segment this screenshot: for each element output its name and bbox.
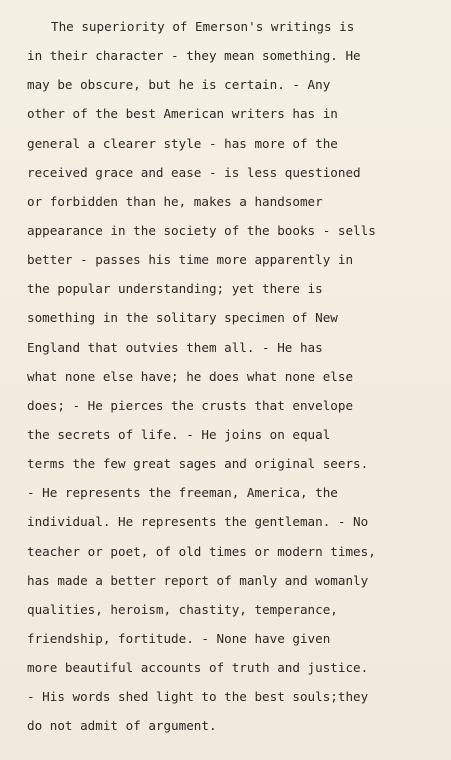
text-line: better - passes his time more apparently in — [27, 252, 354, 268]
text-line: appearance in the society of the books - sells — [27, 222, 376, 238]
text-line: or forbidden than he, makes a handsomer — [27, 193, 323, 209]
text-line: something in the solitary specimen of New — [27, 310, 338, 326]
text-line: has made a better report of manly and womanly — [27, 572, 369, 588]
text-line: the secrets of life. - He joins on equal — [27, 426, 331, 442]
text-line: may be obscure, but he is certain. - Any — [27, 77, 331, 93]
text-line: more beautiful accounts of truth and justice. — [27, 660, 369, 676]
text-line: England that outvies them all. - He has — [27, 339, 323, 355]
text-line: what none else have; he does what none else — [27, 368, 354, 384]
text-line: received grace and ease - is less questioned — [27, 164, 361, 180]
text-line: does; - He pierces the crusts that envelope — [27, 397, 354, 413]
typed-paragraph — [27, 17, 376, 746]
text-line: general a clearer style - has more of the — [27, 135, 338, 151]
text-line: the popular understanding; yet there is — [27, 281, 323, 297]
text-line: friendship, fortitude. - None have given — [27, 630, 331, 646]
text-line: do not admit of argument. — [27, 718, 217, 734]
text-line: The superiority of Emerson's writings is — [51, 19, 355, 34]
text-line: in their character - they mean something. He — [27, 48, 361, 64]
text-line: terms the few great sages and original seers. — [27, 456, 369, 472]
text-line: - His words shed light to the best souls;they — [27, 689, 369, 705]
text-line: other of the best American writers has in — [27, 106, 338, 122]
text-line: teacher or poet, of old times or modern times, — [27, 543, 376, 559]
text-line: - He represents the freeman, America, the — [27, 485, 338, 501]
text-line: qualities, heroism, chastity, temperance, — [27, 601, 338, 617]
text-line: individual. He represents the gentleman. - No — [27, 514, 369, 530]
